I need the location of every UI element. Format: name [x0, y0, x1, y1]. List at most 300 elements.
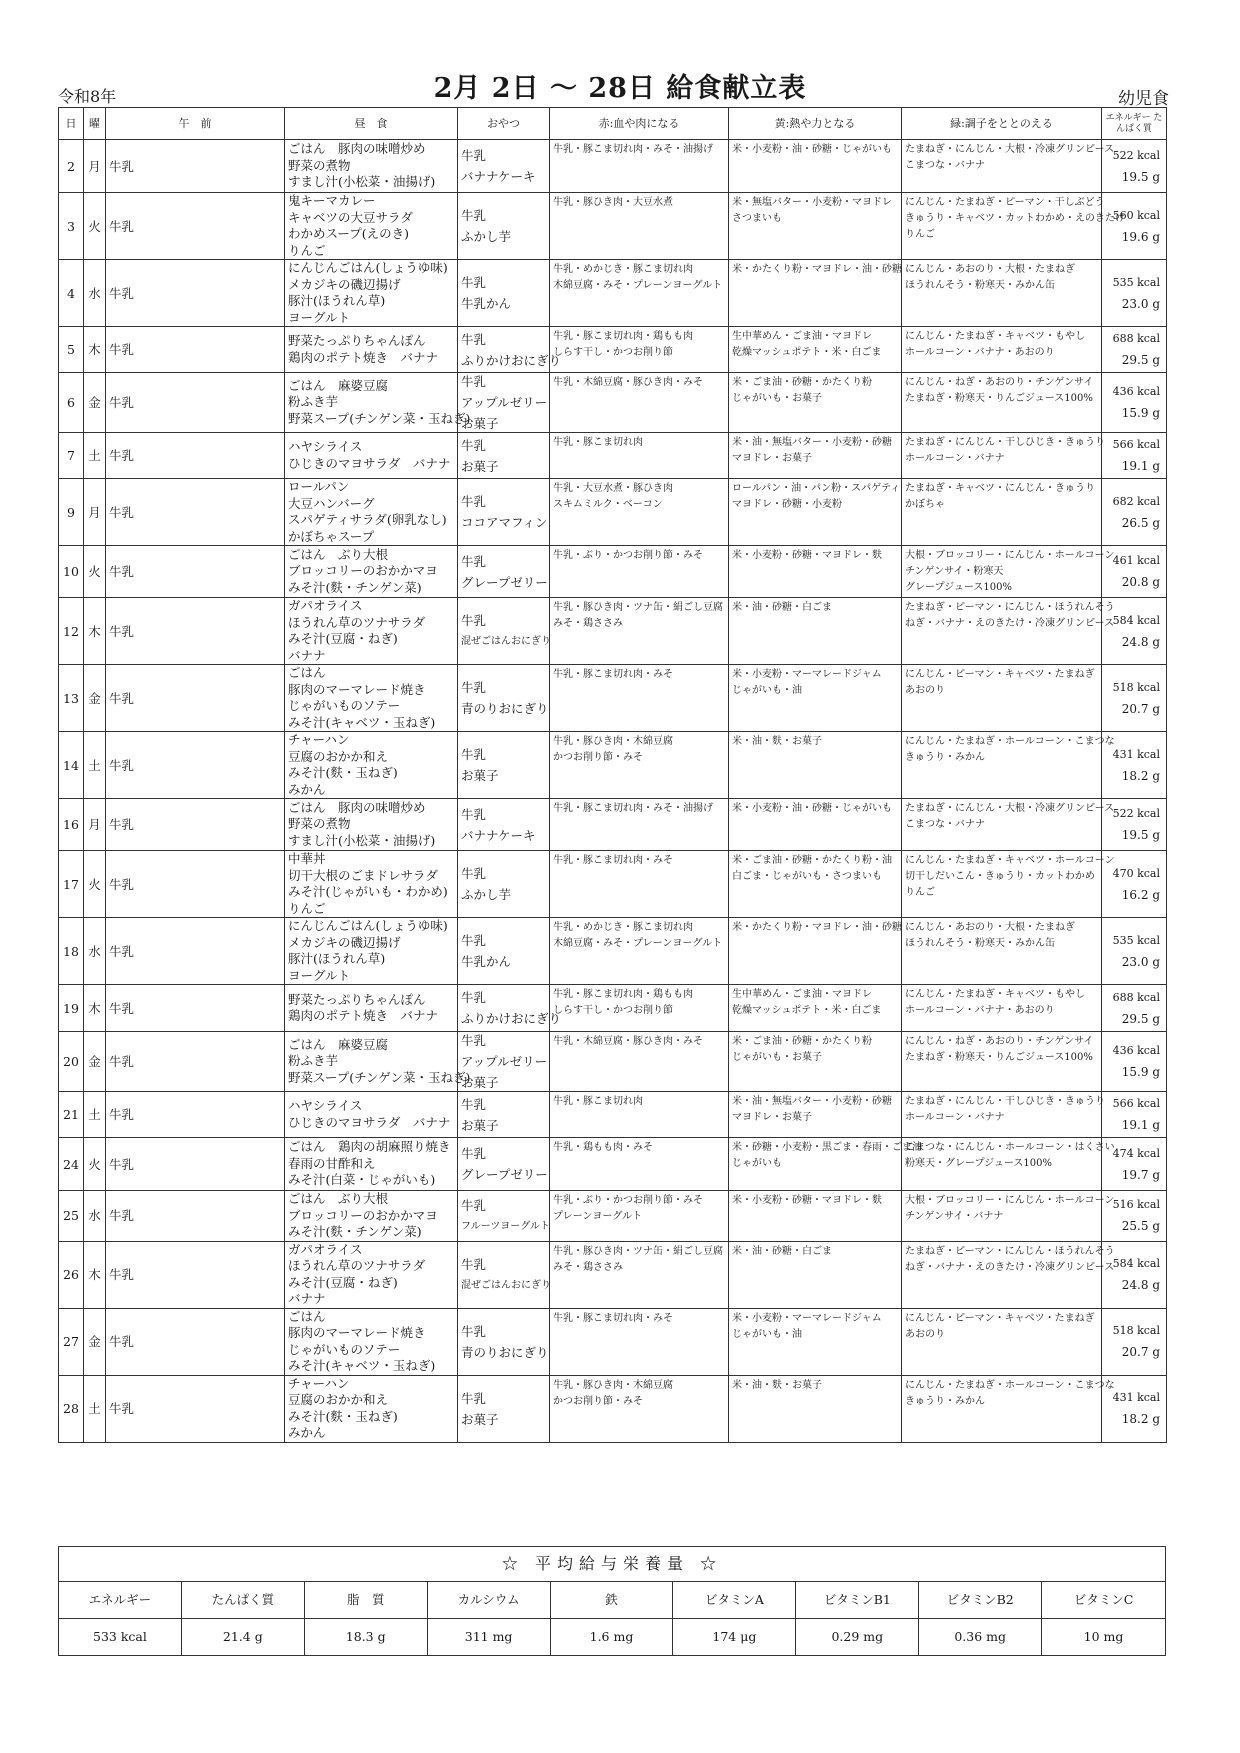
- green-group-cell: [902, 260, 1102, 327]
- snack-item: 牛乳: [461, 374, 487, 389]
- nutrient-value: 1.6 mg: [551, 1619, 674, 1655]
- lunch-cell: [285, 546, 458, 598]
- day-cell: 14: [59, 732, 84, 799]
- lunch-item: みそ汁(キャベツ・玉ねぎ): [288, 714, 436, 730]
- lunch-item: 豆腐のおかか和え: [288, 748, 389, 764]
- yellow-group-cell: [729, 1032, 902, 1092]
- lunch-item: にんじんごはん(しょうゆ味): [288, 260, 448, 275]
- protein-value: 18.2 g: [1121, 1412, 1160, 1426]
- nutrient-value: 10 mg: [1083, 1629, 1124, 1644]
- snack-cell: [458, 1308, 550, 1375]
- protein-value: 23.0 g: [1121, 296, 1160, 311]
- ingredient-line: 米・油・麩・お菓子: [732, 1379, 822, 1391]
- lunch-item: ごはん ぶり大根: [288, 546, 389, 562]
- nutrient-value: 533 kcal: [59, 1619, 182, 1655]
- menu-row: [59, 260, 1167, 327]
- lunch-cell: [285, 327, 458, 373]
- ingredient-line: マヨドレ・お菓子: [732, 453, 812, 464]
- weekday-cell: 金: [84, 1308, 106, 1375]
- ingredient-line: 米・無塩バター・小麦粉・マヨドレ: [732, 197, 892, 208]
- day-cell: 6: [59, 373, 84, 433]
- nutrition-grid: [59, 1582, 1165, 1655]
- col-energy: エネルギー たんぱく質: [1102, 108, 1167, 140]
- weekday-cell: 月: [84, 799, 106, 851]
- ingredient-line: じゃがいも・お菓子: [732, 393, 822, 404]
- ingredient-line: 生中華めん・ごま油・マヨドレ: [732, 989, 872, 1000]
- ingredient-line: マヨドレ・お菓子: [732, 1112, 812, 1123]
- ingredient-line: 大根・ブロッコリー・にんじん・ホールコーン: [905, 1195, 1115, 1206]
- lunch-item: チャーハン: [288, 732, 350, 747]
- menu-row: [59, 1241, 1167, 1308]
- day-cell: 12: [59, 598, 84, 665]
- green-group-cell: [902, 433, 1105, 479]
- ingredient-line: にんじん・たまねぎ・ピーマン・干しぶどう: [905, 197, 1105, 208]
- lunch-cell: [285, 140, 458, 193]
- ingredient-line: にんじん・ねぎ・あおのり・チンゲンサイ: [905, 1036, 1094, 1047]
- green-group-cell: [902, 1138, 1115, 1191]
- ingredient-line: じゃがいも: [732, 1158, 782, 1169]
- energy-value: 688 kcal: [1112, 990, 1160, 1004]
- lunch-item: みかん: [288, 781, 326, 797]
- col-dow: 曜: [84, 108, 106, 140]
- snack-cell: [458, 1092, 550, 1138]
- protein-value: 16.2 g: [1121, 887, 1160, 902]
- menu-row: [59, 1375, 1167, 1442]
- green-group-cell: [902, 1092, 1105, 1138]
- red-group-cell: [550, 1241, 729, 1308]
- snack-cell: [458, 260, 550, 327]
- lunch-item: 大豆ハンバーグ: [288, 495, 375, 511]
- snack-cell: [458, 918, 550, 985]
- red-group-cell: [550, 1138, 729, 1191]
- energy-value: 431 kcal: [1112, 747, 1160, 761]
- snack-item: 牛乳: [461, 1256, 487, 1272]
- nutrient-value: 0.36 mg: [919, 1619, 1042, 1655]
- lunch-item: 豆腐のおかか和え: [288, 1392, 389, 1407]
- energy-value: 431 kcal: [1112, 1391, 1160, 1404]
- lunch-item: ヨーグルト: [288, 967, 351, 983]
- ingredient-line: 牛乳・豚こま切れ肉・みそ: [553, 1312, 673, 1324]
- col-snack: おやつ: [458, 108, 550, 140]
- green-group-cell: [902, 1308, 1102, 1375]
- red-group-cell: [550, 985, 729, 1032]
- energy-value: 518 kcal: [1112, 1324, 1160, 1337]
- lunch-item: 野菜たっぷりちゃんぽん: [288, 333, 426, 348]
- day-cell: 27: [59, 1308, 84, 1375]
- snack-item: 青のりおにぎり: [461, 1344, 549, 1360]
- weekday-cell: 木: [84, 598, 106, 665]
- ingredient-line: りんご: [905, 229, 935, 240]
- day-cell: 13: [59, 665, 84, 732]
- morning-snack-cell: 牛乳: [106, 327, 285, 373]
- red-group-cell: [550, 851, 729, 918]
- energy-value: 436 kcal: [1112, 385, 1160, 398]
- lunch-item: ハヤシライス: [288, 439, 363, 454]
- energy-value: 522 kcal: [1112, 807, 1160, 820]
- menu-row: [59, 433, 1167, 479]
- lunch-item: じゃがいものソテー: [288, 698, 401, 713]
- nutrient-value: 311 mg: [428, 1619, 551, 1655]
- ingredient-line: 生中華めん・ごま油・マヨドレ: [732, 331, 872, 342]
- weekday-cell: 金: [84, 373, 106, 433]
- lunch-cell: [285, 918, 458, 985]
- ingredient-line: 牛乳・ぶり・かつお削り節・みそ: [553, 1195, 703, 1206]
- yellow-group-cell: [729, 918, 902, 985]
- red-group-cell: [550, 918, 729, 985]
- ingredient-line: きゅうり・キャベツ・カットわかめ・えのきたけ: [905, 213, 1125, 224]
- ingredient-line: ホールコーン・バナナ・あおのり: [905, 1005, 1055, 1016]
- lunch-item: ひじきのマヨサラダ バナナ: [288, 1114, 451, 1130]
- energy-cell: [1102, 193, 1167, 260]
- ingredient-line: 米・小麦粉・砂糖・マヨドレ・麩: [732, 1195, 882, 1206]
- energy-cell: [1102, 1092, 1167, 1138]
- ingredient-line: あおのり: [905, 1328, 945, 1340]
- ingredient-line: 米・油・無塩バター・小麦粉・砂糖: [732, 437, 892, 448]
- lunch-item: ごはん: [288, 1308, 326, 1324]
- ingredient-line: 牛乳・木綿豆腐・豚ひき肉・みそ: [553, 377, 703, 388]
- lunch-cell: [285, 665, 458, 732]
- day-cell: 21: [59, 1092, 84, 1138]
- ingredient-line: かぼちゃ: [905, 499, 945, 510]
- protein-value: 24.8 g: [1121, 1278, 1160, 1292]
- nutrient-label: たんぱく質: [182, 1582, 305, 1619]
- red-group-cell: [550, 193, 729, 260]
- snack-item: 牛乳: [461, 494, 487, 509]
- protein-value: 18.2 g: [1121, 768, 1160, 783]
- green-group-cell: [902, 373, 1102, 433]
- red-group-cell: [550, 546, 729, 598]
- green-group-cell: [902, 1191, 1115, 1242]
- yellow-group-cell: [729, 1092, 902, 1138]
- red-group-cell: [550, 479, 729, 546]
- yellow-group-cell: [729, 193, 902, 260]
- lunch-item: 野菜たっぷりちゃんぽん: [288, 991, 426, 1007]
- yellow-group-cell: [729, 985, 902, 1032]
- lunch-cell: [285, 1308, 458, 1375]
- protein-value: 19.7 g: [1121, 1167, 1160, 1182]
- ingredient-line: にんじん・ピーマン・キャベツ・たまねぎ: [905, 1312, 1095, 1324]
- energy-value: 470 kcal: [1112, 866, 1160, 880]
- lunch-item: ロールパン: [288, 479, 350, 494]
- ingredient-line: たまねぎ・にんじん・干しひじき・きゅうり: [905, 437, 1105, 448]
- snack-cell: [458, 373, 550, 433]
- ingredient-line: にんじん・あおのり・大根・たまねぎ: [905, 264, 1075, 275]
- snack-item: 牛乳: [461, 1390, 487, 1406]
- green-group-cell: [902, 598, 1115, 665]
- red-group-cell: [550, 1191, 729, 1242]
- lunch-item: ブロッコリーのおかかマヨ: [288, 563, 438, 579]
- menu-row: [59, 1191, 1167, 1242]
- snack-item: 牛乳: [461, 1033, 487, 1048]
- menu-row: [59, 546, 1167, 598]
- snack-item: 混ぜごはんおにぎり: [461, 1279, 551, 1291]
- energy-cell: [1102, 433, 1167, 479]
- nutrient-label: 鉄: [551, 1582, 674, 1619]
- snack-cell: [458, 546, 550, 598]
- red-group-cell: [550, 1375, 729, 1442]
- ingredient-line: 牛乳・めかじき・豚こま切れ肉: [553, 264, 693, 275]
- ingredient-line: たまねぎ・にんじん・干しひじき・きゅうり: [905, 1096, 1105, 1107]
- ingredient-line: 米・油・麩・お菓子: [732, 736, 822, 747]
- ingredient-line: チンゲンサイ・バナナ: [905, 1211, 1004, 1222]
- snack-item: ふりかけおにぎり: [461, 352, 562, 368]
- ingredient-line: ねぎ・バナナ・えのきたけ・冷凍グリンピース: [905, 1261, 1115, 1273]
- weekday-cell: 水: [84, 1191, 106, 1242]
- lunch-item: 春雨の甘酢和え: [288, 1155, 376, 1171]
- lunch-cell: [285, 193, 458, 260]
- lunch-item: 切干大根のごまドレサラダ: [288, 867, 438, 883]
- ingredient-line: にんじん・たまねぎ・キャベツ・もやし: [905, 989, 1085, 1000]
- lunch-item: りんご: [288, 900, 326, 916]
- energy-value: 566 kcal: [1112, 438, 1160, 451]
- lunch-cell: [285, 260, 458, 327]
- snack-cell: [458, 1191, 550, 1242]
- weekday-cell: 火: [84, 851, 106, 918]
- yellow-group-cell: [729, 1241, 902, 1308]
- snack-cell: [458, 193, 550, 260]
- ingredient-line: にんじん・たまねぎ・キャベツ・もやし: [905, 331, 1085, 342]
- ingredient-line: 牛乳・めかじき・豚こま切れ肉: [553, 922, 693, 933]
- ingredient-line: プレーンヨーグルト: [553, 1211, 643, 1222]
- lunch-item: ヨーグルト: [288, 309, 351, 325]
- snack-item: 牛乳: [461, 990, 487, 1005]
- day-cell: 4: [59, 260, 84, 327]
- weekday-cell: 金: [84, 1032, 106, 1092]
- morning-snack-cell: 牛乳: [106, 1092, 285, 1138]
- menu-body: [59, 140, 1167, 1443]
- morning-snack-cell: 牛乳: [106, 851, 285, 918]
- lunch-item: 鬼キーマカレー: [288, 193, 376, 208]
- snack-cell: [458, 1032, 550, 1092]
- green-group-cell: [902, 1375, 1115, 1442]
- yellow-group-cell: [729, 1308, 902, 1375]
- lunch-item: ほうれん草のツナサラダ: [288, 614, 426, 630]
- ingredient-line: たまねぎ・キャベツ・にんじん・きゅうり: [905, 483, 1095, 494]
- menu-table: [58, 107, 1167, 1443]
- energy-cell: [1102, 985, 1167, 1032]
- snack-item: 牛乳: [461, 148, 487, 163]
- energy-value: 518 kcal: [1112, 680, 1160, 694]
- ingredient-line: 米・小麦粉・マーマレードジャム: [732, 1312, 882, 1324]
- ingredient-line: にんじん・あおのり・大根・たまねぎ: [905, 922, 1075, 933]
- nutrient-label: ビタミンB2: [919, 1582, 1042, 1619]
- energy-value: 682 kcal: [1112, 494, 1160, 508]
- green-group-cell: [902, 665, 1102, 732]
- lunch-item: 鶏肉のポテト焼き バナナ: [288, 1008, 439, 1023]
- era-label: 令和8年: [58, 87, 117, 106]
- lunch-item: バナナ: [288, 647, 326, 663]
- ingredient-line: あおのり: [905, 685, 945, 696]
- ingredient-line: 牛乳・豚こま切れ肉・鶏もも肉: [553, 331, 693, 342]
- ingredient-line: 牛乳・豚こま切れ肉・みそ: [553, 669, 673, 680]
- lunch-item: ごはん: [288, 665, 326, 680]
- lunch-item: ごはん 豚肉の味噌炒め: [288, 141, 426, 157]
- weekday-cell: 月: [84, 479, 106, 546]
- red-group-cell: [550, 665, 729, 732]
- day-cell: 10: [59, 546, 84, 598]
- ingredient-line: 米・砂糖・小麦粉・黒ごま・春雨・ごま油: [732, 1142, 922, 1153]
- morning-snack-cell: 牛乳: [106, 1032, 285, 1092]
- ingredient-line: たまねぎ・にんじん・大根・冷凍グリンピース: [905, 144, 1115, 155]
- ingredient-line: にんじん・ねぎ・あおのり・チンゲンサイ: [905, 377, 1094, 388]
- nutrition-title: ☆ 平均給与栄養量 ☆: [59, 1547, 1165, 1582]
- snack-cell: [458, 479, 550, 546]
- morning-snack-cell: 牛乳: [106, 1191, 285, 1242]
- lunch-item: 野菜の煮物: [288, 157, 351, 173]
- col-red: 赤:血や肉になる: [550, 108, 729, 140]
- red-group-cell: [550, 373, 729, 433]
- ingredient-line: みそ・鶏ささみ: [553, 1261, 623, 1273]
- ingredient-line: じゃがいも・お菓子: [732, 1052, 822, 1063]
- ingredient-line: マヨドレ・砂糖・小麦粉: [732, 499, 842, 510]
- snack-item: 牛乳: [461, 437, 487, 453]
- menu-row: [59, 479, 1167, 546]
- ingredient-line: 米・油・無塩バター・小麦粉・砂糖: [732, 1096, 892, 1107]
- snack-item: 牛乳: [461, 208, 487, 223]
- morning-snack-cell: 牛乳: [106, 260, 285, 327]
- yellow-group-cell: [729, 732, 902, 799]
- ingredient-line: 牛乳・豚ひき肉・木綿豆腐: [553, 1379, 673, 1391]
- snack-cell: [458, 799, 550, 851]
- ingredient-line: 牛乳・豚ひき肉・大豆水煮: [553, 197, 673, 208]
- energy-cell: [1102, 1308, 1167, 1375]
- green-group-cell: [902, 1241, 1115, 1308]
- snack-item: ふかし芋: [461, 229, 512, 244]
- yellow-group-cell: [729, 373, 902, 433]
- col-yellow: 黄:熱や力となる: [729, 108, 902, 140]
- snack-item: 牛乳: [461, 866, 487, 881]
- snack-cell: [458, 1375, 550, 1442]
- ingredient-line: 切干しだいこん・きゅうり・カットわかめ: [905, 871, 1095, 882]
- protein-value: 29.5 g: [1121, 353, 1160, 367]
- energy-value: 461 kcal: [1112, 554, 1160, 567]
- day-cell: 25: [59, 1191, 84, 1242]
- ingredient-line: にんじん・たまねぎ・ホールコーン・こまつな: [905, 736, 1115, 747]
- ingredient-line: みそ・鶏ささみ: [553, 618, 623, 629]
- nutrient-label: ビタミンC: [1042, 1582, 1165, 1619]
- energy-value: 560 kcal: [1112, 208, 1160, 222]
- energy-value: 584 kcal: [1112, 1257, 1160, 1270]
- yellow-group-cell: [729, 1375, 902, 1442]
- energy-cell: [1102, 1032, 1167, 1092]
- snack-item: 牛乳かん: [461, 954, 512, 969]
- yellow-group-cell: [729, 260, 902, 327]
- ingredient-line: 牛乳・豚こま切れ肉・みそ・油揚げ: [553, 144, 713, 155]
- nutrient-label: カルシウム: [428, 1582, 551, 1619]
- energy-cell: [1102, 373, 1167, 433]
- ingredient-line: きゅうり・みかん: [905, 1395, 985, 1407]
- ingredient-line: チンゲンサイ・粉寒天: [905, 566, 1004, 577]
- lunch-item: みそ汁(キャベツ・玉ねぎ): [288, 1358, 436, 1373]
- snack-cell: [458, 433, 550, 479]
- ingredient-line: 米・油・砂糖・白ごま: [732, 602, 832, 613]
- yellow-group-cell: [729, 140, 902, 193]
- yellow-group-cell: [729, 1191, 902, 1242]
- ingredient-line: りんご: [905, 887, 935, 898]
- nutrition-box: [58, 1546, 1166, 1656]
- nutrient-label: エネルギー: [59, 1582, 182, 1619]
- lunch-item: 野菜の煮物: [288, 816, 351, 832]
- ingredient-line: 牛乳・豚こま切れ肉・みそ・油揚げ: [553, 803, 713, 814]
- protein-value: 19.1 g: [1121, 459, 1160, 473]
- lunch-item: ごはん 麻婆豆腐: [288, 377, 389, 393]
- red-group-cell: [550, 140, 729, 193]
- menu-row: [59, 598, 1167, 665]
- lunch-item: みそ汁(豆腐・ねぎ): [288, 631, 398, 646]
- lunch-cell: [285, 985, 458, 1032]
- ingredient-line: こまつな・にんじん・ホールコーン・はくさい: [905, 1142, 1115, 1153]
- lunch-item: ひじきのマヨサラダ バナナ: [288, 455, 451, 471]
- ingredient-line: ねぎ・バナナ・えのきたけ・冷凍グリンピース: [905, 618, 1115, 629]
- col-day: 日: [59, 108, 84, 140]
- lunch-cell: [285, 1092, 458, 1138]
- red-group-cell: [550, 327, 729, 373]
- yellow-group-cell: [729, 546, 902, 598]
- day-cell: 7: [59, 433, 84, 479]
- lunch-item: みそ汁(麩・玉ねぎ): [288, 1408, 398, 1424]
- green-group-cell: [902, 799, 1115, 851]
- red-group-cell: [550, 433, 729, 479]
- protein-value: 24.8 g: [1121, 634, 1160, 649]
- lunch-cell: [285, 373, 471, 433]
- ingredient-line: たまねぎ・ピーマン・にんじん・ほうれんそう: [905, 1245, 1115, 1257]
- snack-item: アップルゼリー: [461, 1054, 548, 1069]
- ingredient-line: 牛乳・ぶり・かつお削り節・みそ: [553, 550, 703, 561]
- ingredient-line: 牛乳・豚こま切れ肉・鶏もも肉: [553, 989, 693, 1000]
- snack-item: 牛乳: [461, 1146, 487, 1161]
- energy-value: 688 kcal: [1112, 332, 1160, 345]
- day-cell: 16: [59, 799, 84, 851]
- col-lunch: 昼 食: [285, 108, 458, 140]
- protein-value: 23.0 g: [1121, 954, 1160, 969]
- lunch-cell: [285, 732, 458, 799]
- ingredient-line: しらす干し・かつお削り節: [553, 347, 673, 358]
- snack-item: 牛乳: [461, 806, 487, 822]
- morning-snack-cell: 牛乳: [106, 1138, 285, 1191]
- snack-item: お菓子: [461, 1075, 499, 1090]
- nutrient-value: 0.29 mg: [796, 1619, 919, 1655]
- lunch-item: メカジキの磯辺揚げ: [288, 276, 401, 292]
- menu-row: [59, 1092, 1167, 1138]
- lunch-item: 豚肉のマーマレード焼き: [288, 681, 426, 697]
- ingredient-line: 牛乳・大豆水煮・豚ひき肉: [553, 483, 673, 494]
- lunch-item: ブロッコリーのおかかマヨ: [288, 1207, 438, 1223]
- ingredient-line: スキムミルク・ベーコン: [553, 499, 663, 510]
- lunch-item: ハヤシライス: [288, 1098, 363, 1113]
- weekday-cell: 木: [84, 327, 106, 373]
- lunch-item: みそ汁(豆腐・ねぎ): [288, 1274, 398, 1290]
- morning-snack-cell: 牛乳: [106, 918, 285, 985]
- day-cell: 28: [59, 1375, 84, 1442]
- ingredient-line: たまねぎ・ピーマン・にんじん・ほうれんそう: [905, 602, 1115, 613]
- lunch-item: ごはん ぶり大根: [288, 1191, 389, 1206]
- menu-row: [59, 732, 1167, 799]
- lunch-cell: [285, 598, 458, 665]
- protein-value: 19.5 g: [1121, 169, 1160, 184]
- nutrient-label: 脂 質: [305, 1582, 428, 1619]
- lunch-item: 中華丼: [288, 851, 326, 866]
- snack-item: 牛乳: [461, 1197, 487, 1213]
- ingredient-line: 米・小麦粉・マーマレードジャム: [732, 669, 882, 680]
- lunch-item: 野菜スープ(チンゲン菜・玉ねぎ): [288, 1069, 471, 1085]
- table-header-row: [59, 108, 1167, 140]
- lunch-item: 粉ふき芋: [288, 394, 339, 410]
- protein-value: 19.5 g: [1121, 828, 1160, 842]
- ingredient-line: かつお削り節・みそ: [553, 1395, 643, 1407]
- ingredient-line: ロールパン・油・パン粉・スパゲティ: [732, 483, 901, 494]
- protein-value: 20.7 g: [1121, 1345, 1160, 1359]
- protein-value: 15.9 g: [1121, 406, 1160, 420]
